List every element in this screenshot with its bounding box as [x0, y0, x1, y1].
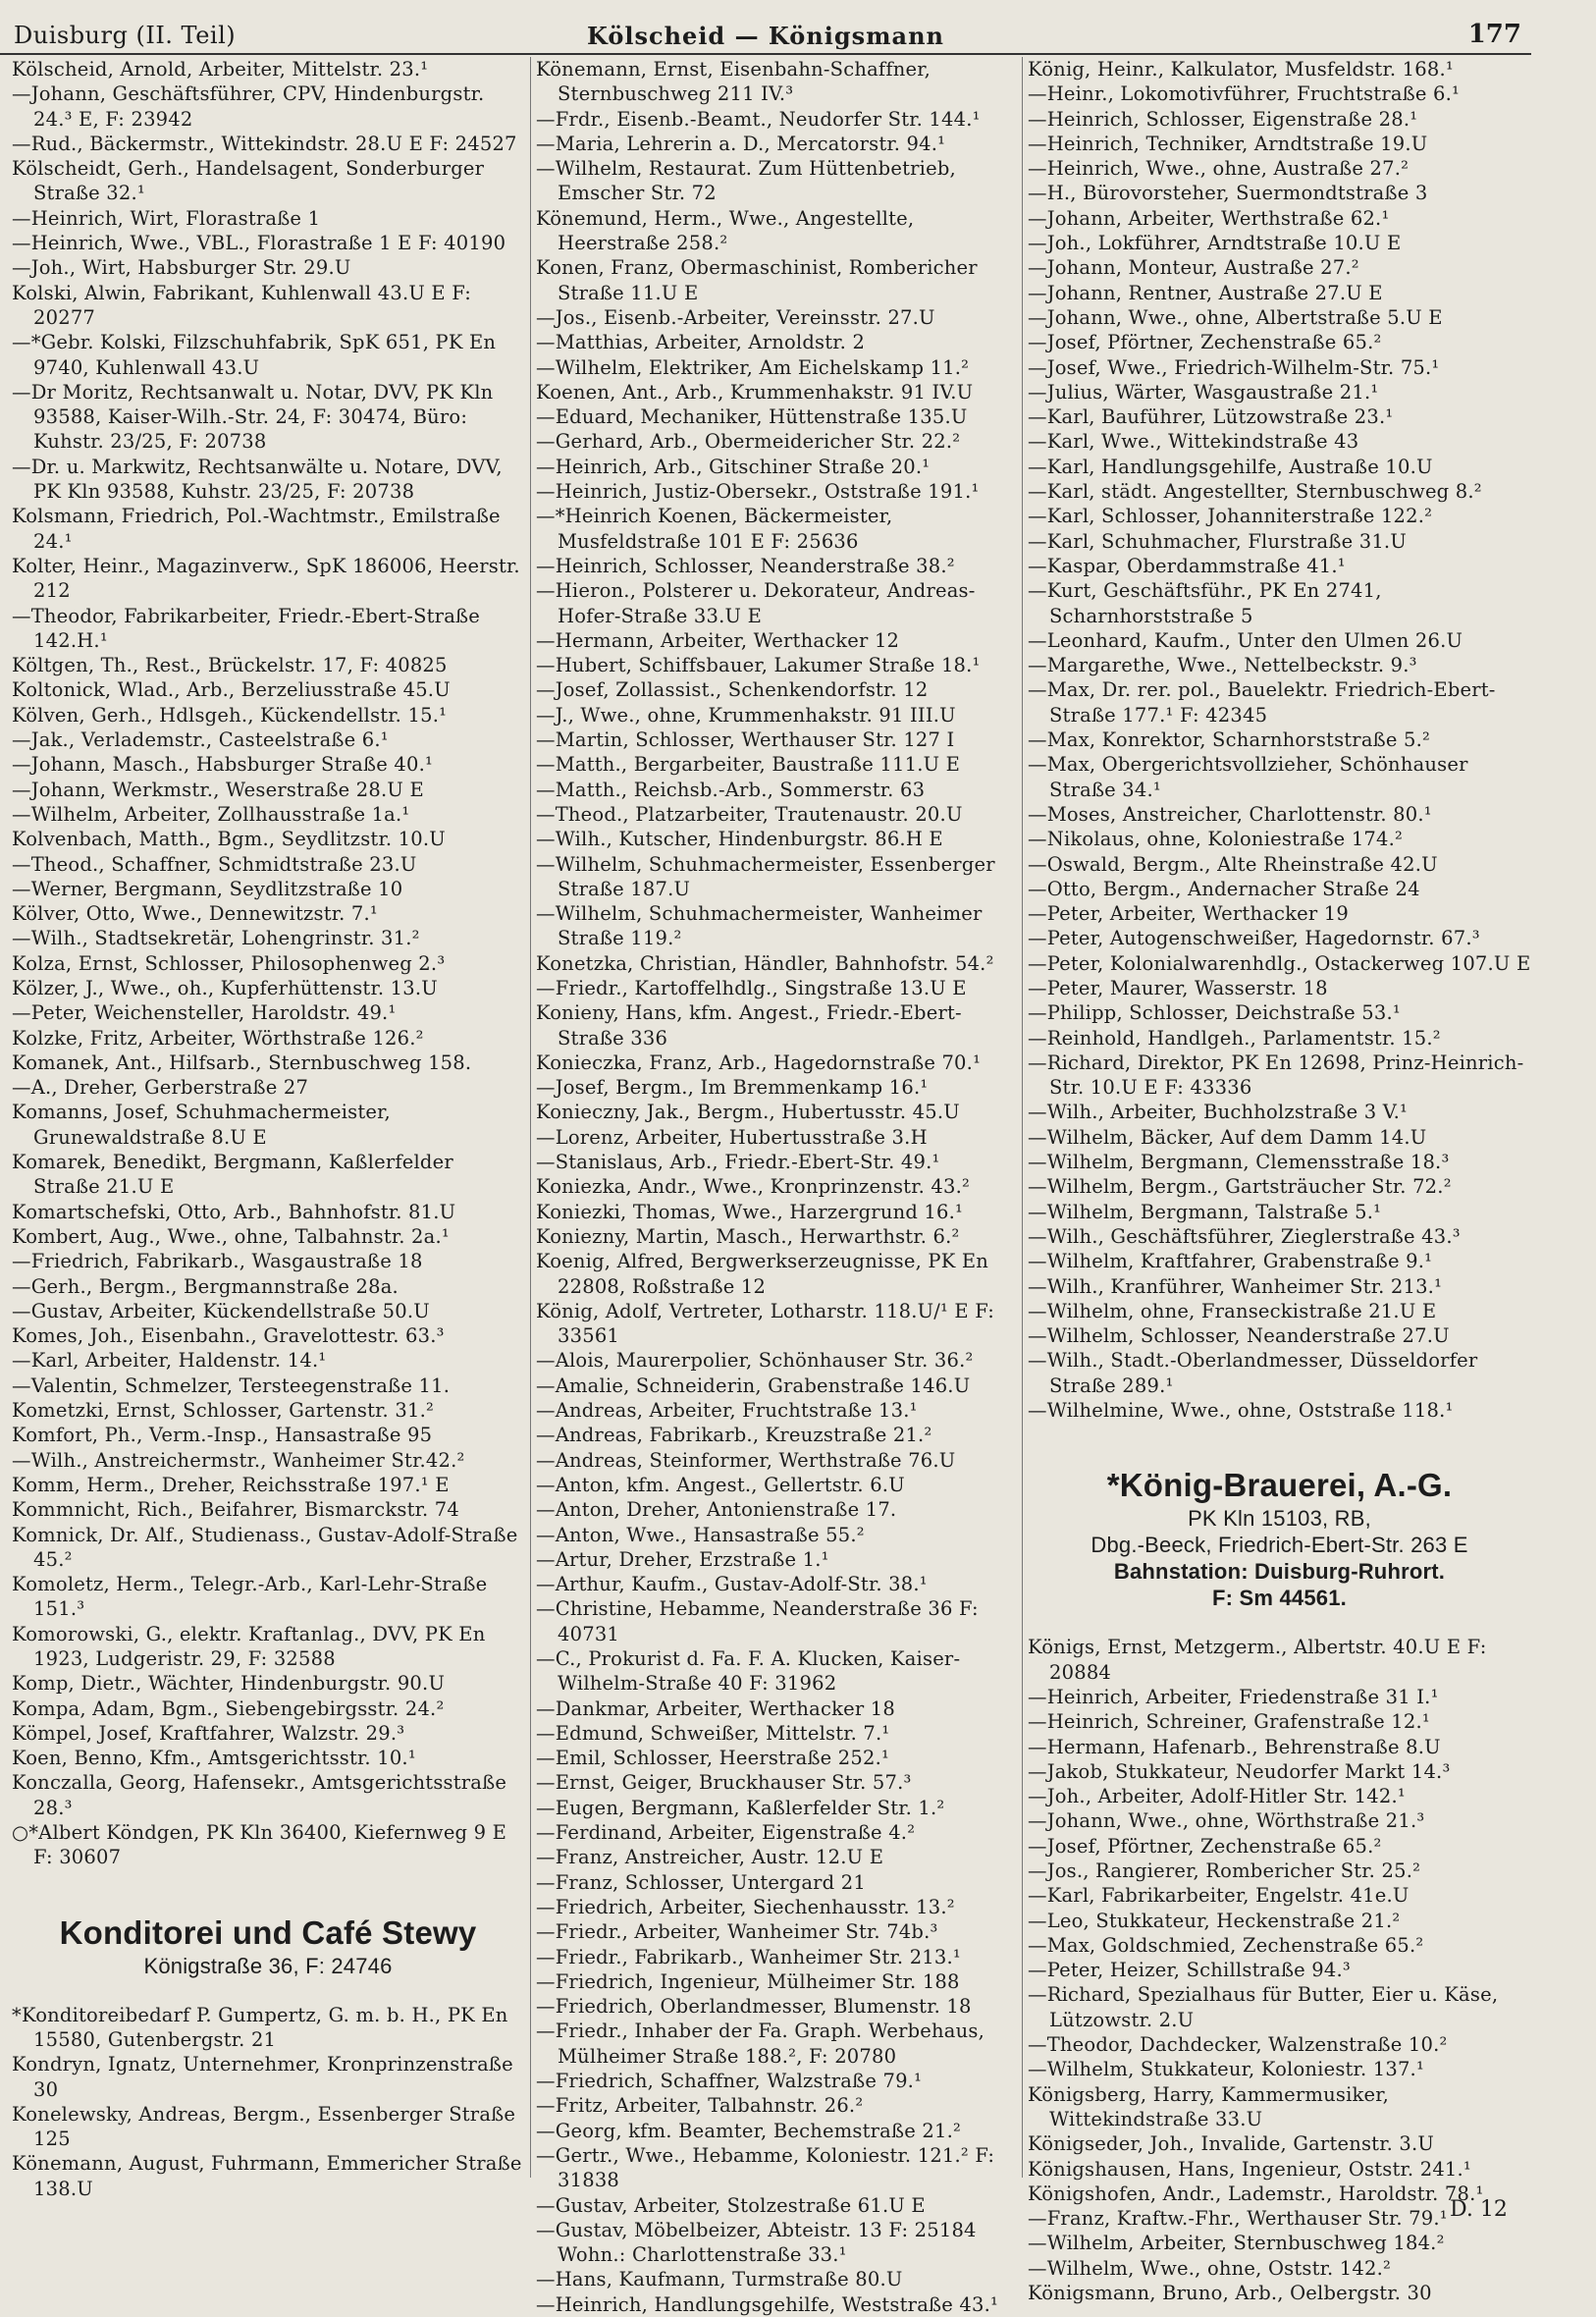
directory-entry: —Max, Dr. rer. pol., Bauelektr. Friedrich-Ebert-Straße 177.¹ F: 42345: [1028, 678, 1496, 727]
directory-entry: —Wilhelmine, Wwe., ohne, Oststraße 118.¹: [1028, 1399, 1454, 1423]
directory-entry: —Max, Goldschmied, Zechenstraße 65.²: [1028, 1933, 1424, 1957]
directory-entry: Konetzka, Christian, Händler, Bahnhofstr. 54.²: [536, 951, 994, 975]
directory-entry: Kombert, Aug., Wwe., ohne, Talbahnstr. 2a.¹: [12, 1224, 450, 1248]
directory-entry: —Kurt, Geschäftsführ., PK En 2741, Scharnhorststraße 5: [1028, 579, 1382, 627]
directory-entry: —Eduard, Mechaniker, Hüttenstraße 135.U: [536, 405, 968, 429]
directory-entry: —Heinrich, Techniker, Arndtstraße 19.U: [1028, 132, 1428, 155]
directory-entry: —Jak., Verlademstr., Casteelstraße 6.¹: [12, 728, 389, 752]
directory-entry: —Wilhelm, Arbeiter, Sternbuschweg 184.²: [1028, 2232, 1445, 2255]
directory-entry: —Andreas, Arbeiter, Fruchtstraße 13.¹: [536, 1399, 918, 1423]
ad-line-stewy: Königstraße 36, F: 24746: [143, 1953, 393, 1978]
directory-entry: Kompa, Adam, Bgm., Siebengebirgsstr. 24.²: [12, 1697, 445, 1720]
directory-entry: Komanek, Ant., Hilfsarb., Sternbuschweg 158.: [12, 1051, 472, 1074]
directory-entry: —Johann, Masch., Habsburger Straße 40.¹: [12, 753, 433, 777]
directory-entry: —*Heinrich Koenen, Bäckermeister, Musfeldstraße 101 E F: 25636: [536, 505, 893, 553]
directory-entry: —Philipp, Schlosser, Deichstraße 53.¹: [1028, 1001, 1401, 1025]
directory-entry: Komanns, Josef, Schuhmachermeister, Grunewaldstraße 8.U E: [12, 1101, 391, 1149]
directory-entry: Kölscheid, Arnold, Arbeiter, Mittelstr. 23.¹: [12, 58, 429, 81]
directory-entry: —Wilhelm, Schlosser, Neanderstraße 27.U: [1028, 1324, 1450, 1348]
directory-entry: —Hermann, Hafenarb., Behrenstraße 8.U: [1028, 1735, 1441, 1758]
directory-entry: —Johann, Wwe., ohne, Albertstraße 5.U E: [1028, 305, 1443, 329]
directory-entry: —Max, Obergerichtsvollzieher, Schönhauser Straße 34.¹: [1028, 753, 1468, 801]
directory-entry: —Johann, Rentner, Austraße 27.U E: [1028, 281, 1383, 304]
column-2: [536, 57, 1017, 2317]
directory-entry: —Wilhelm, Bergmann, Talstraße 5.¹: [1028, 1200, 1382, 1223]
directory-entry: —Friedrich, Ingenieur, Mülheimer Str. 188: [536, 1969, 960, 1993]
directory-entry: —Karl, Schuhmacher, Flurstraße 31.U: [1028, 529, 1407, 553]
directory-entry: Kolski, Alwin, Fabrikant, Kuhlenwall 43.U E F: 20277: [12, 281, 472, 329]
directory-entry: —Hieron., Polsterer u. Dekorateur, Andreas-Hofer-Straße 33.U E: [536, 579, 976, 627]
directory-entry: —Friedr., Kartoffelhdlg., Singstraße 13.U E: [536, 976, 967, 999]
directory-entry: —Valentin, Schmelzer, Tersteegenstraße 11.: [12, 1374, 451, 1397]
directory-entry: —Peter, Autogenschweißer, Hagedornstr. 67.³: [1028, 927, 1480, 950]
directory-entry: —Gerh., Bergm., Bergmannstraße 28a.: [12, 1274, 399, 1298]
directory-entry: —Wilhelm, Schuhmachermeister, Essenberger Straße 187.U: [536, 852, 995, 900]
directory-entry: Komfort, Ph., Verm.-Insp., Hansastraße 95: [12, 1424, 433, 1447]
directory-entry: —Friedrich, Arbeiter, Siechenhausstr. 13.²: [536, 1895, 955, 1918]
directory-entry: —Wilh., Kutscher, Hindenburgstr. 86.H E: [536, 828, 943, 851]
directory-entry: —Stanislaus, Arb., Friedr.-Ebert-Str. 49.¹: [536, 1151, 940, 1174]
directory-entry: —Frdr., Eisenb.-Beamt., Neudorfer Str. 144.¹: [536, 107, 981, 131]
directory-entry: —Franz, Schlosser, Untergard 21: [536, 1870, 866, 1894]
directory-entry: Koenig, Alfred, Bergwerkserzeugnisse, PK En 22808, Roßstraße 12: [536, 1250, 989, 1298]
directory-entry: —Wilhelm, Elektriker, Am Eichelskamp 11.²: [536, 355, 970, 379]
directory-entry: —Gustav, Arbeiter, Stolzestraße 61.U E: [536, 2193, 926, 2217]
directory-entry: —Edmund, Schweißer, Mittelstr. 7.¹: [536, 1721, 890, 1745]
column-1-tail-entries: [12, 2003, 524, 2201]
directory-entry: Komm, Herm., Dreher, Reichsstraße 197.¹ E: [12, 1473, 450, 1496]
directory-entry: König, Adolf, Vertreter, Lotharstr. 118.U/¹ E F: 33561: [536, 1299, 995, 1348]
directory-entry: —Heinrich, Handlungsgehilfe, Weststraße 43.¹: [536, 2292, 999, 2316]
directory-entry: —Karl, Schlosser, Johanniterstraße 122.²: [1028, 505, 1433, 528]
directory-entry: —Gerhard, Arb., Obermeidericher Str. 22.²: [536, 430, 961, 454]
directory-entry: —Dr. u. Markwitz, Rechtsanwälte u. Notare, DVV, PK Kln 93588, Kuhstr. 23/25, F: 20738: [12, 455, 503, 504]
directory-entry: —Wilhelm, Schuhmachermeister, Wanheimer Straße 119.²: [536, 902, 983, 950]
directory-entry: —Wilh., Arbeiter, Buchholzstraße 3 V.¹: [1028, 1101, 1409, 1124]
directory-entry: —Heinrich, Schlosser, Neanderstraße 38.²: [536, 554, 955, 577]
directory-entry: —Moses, Anstreicher, Charlottenstr. 80.¹: [1028, 802, 1432, 826]
directory-entry: —Matthias, Arbeiter, Arnoldstr. 2: [536, 331, 866, 354]
directory-entry: Konczalla, Georg, Hafensekr., Amtsgerichtsstraße 28.³: [12, 1771, 507, 1819]
directory-entry: —Karl, Bauführer, Lützowstraße 23.¹: [1028, 405, 1394, 429]
directory-entry: —Leonhard, Kaufm., Unter den Ulmen 26.U: [1028, 628, 1463, 652]
directory-entry: —Arthur, Kaufm., Gustav-Adolf-Str. 38.¹: [536, 1573, 928, 1596]
directory-entry: —Ferdinand, Arbeiter, Eigenstraße 4.²: [536, 1821, 916, 1845]
column-3: [1028, 57, 1531, 2305]
ad-line-3: Bahnstation: Duisburg-Ruhrort.: [1113, 1559, 1446, 1585]
directory-entry: Komartschefski, Otto, Arb., Bahnhofstr. 81.U: [12, 1200, 456, 1223]
column-2-entries: [536, 57, 1017, 2317]
directory-entry: Kolza, Ernst, Schlosser, Philosophenweg 2.³: [12, 951, 446, 975]
directory-entry: —Jakob, Stukkateur, Neudorfer Markt 14.³: [1028, 1759, 1451, 1783]
directory-entry: *Konditoreibedarf P. Gumpertz, G. m. b. H., PK En 15580, Gutenbergstr. 21: [12, 2003, 508, 2051]
footer-code: D. 12: [1450, 2197, 1508, 2222]
directory-entry: —Nikolaus, ohne, Koloniestraße 174.²: [1028, 828, 1404, 851]
column-divider: [530, 57, 531, 2178]
directory-entry: —Wilh., Kranführer, Wanheimer Str. 213.¹: [1028, 1274, 1443, 1298]
directory-entry: —Theod., Platzarbeiter, Trautenaustr. 20.U: [536, 802, 963, 826]
directory-entry: Kömpel, Josef, Kraftfahrer, Walzstr. 29.³: [12, 1721, 405, 1745]
directory-entry: —Peter, Arbeiter, Werthacker 19: [1028, 902, 1349, 926]
directory-entry: ○*Albert Köndgen, PK Kln 36400, Kiefernweg 9 E F: 30607: [12, 1821, 507, 1869]
ad-title-brauerei: *König-Brauerei, A.-G.: [1106, 1467, 1453, 1504]
directory-entry: Komp, Dietr., Wächter, Hindenburgstr. 90.U: [12, 1672, 446, 1696]
directory-entry: —A., Dreher, Gerberstraße 27: [12, 1076, 309, 1100]
directory-entry: —Franz, Kraftw.-Fhr., Werthauser Str. 79.¹: [1028, 2207, 1448, 2231]
directory-entry: —Johann, Werkmstr., Weserstraße 28.U E: [12, 778, 424, 801]
directory-entry: —Peter, Maurer, Wasserstr. 18: [1028, 976, 1328, 999]
directory-entry: —Wilh., Anstreichermstr., Wanheimer Str.42.²: [12, 1448, 465, 1472]
directory-entry: —Richard, Direktor, PK En 12698, Prinz-Heinrich-Str. 10.U E F: 43336: [1028, 1051, 1524, 1100]
directory-entry: —Matth., Reichsb.-Arb., Sommerstr. 63: [536, 778, 926, 801]
directory-entry: —Josef, Pförtner, Zechenstraße 65.²: [1028, 1834, 1382, 1858]
directory-entry: —Johann, Wwe., ohne, Wörthstraße 21.³: [1028, 1809, 1425, 1833]
directory-entry: —Oswald, Bergm., Alte Rheinstraße 42.U: [1028, 852, 1438, 876]
directory-entry: Komorowski, G., elektr. Kraftanlag., DVV, PK En 1923, Ludgeristr. 29, F: 32588: [12, 1622, 486, 1670]
directory-entry: —Friedrich, Oberlandmesser, Blumenstr. 18: [536, 1995, 972, 2019]
directory-entry: Königs, Ernst, Metzgerm., Albertstr. 40.U E F: 20884: [1028, 1636, 1487, 1684]
directory-entry: —Wilh., Stadt.-Oberlandmesser, Düsseldorfer Straße 289.¹: [1028, 1349, 1478, 1397]
directory-entry: —Reinhold, Handlgeh., Parlamentstr. 15.²: [1028, 1026, 1441, 1050]
directory-entry: Komnick, Dr. Alf., Studienass., Gustav-Adolf-Straße 45.²: [12, 1523, 518, 1571]
ad-title-stewy: Konditorei und Café Stewy: [59, 1913, 477, 1951]
directory-entry: Könemund, Herm., Wwe., Angestellte, Heerstraße 258.²: [536, 206, 915, 255]
directory-entry: —Peter, Heizer, Schillstraße 94.³: [1028, 1959, 1351, 1982]
directory-entry: —Andreas, Steinformer, Werthstraße 76.U: [536, 1448, 956, 1472]
directory-entry: —Martin, Schlosser, Werthauser Str. 127 I: [536, 728, 955, 752]
directory-entry: —Heinrich, Arb., Gitschiner Straße 20.¹: [536, 455, 931, 478]
directory-entry: —Maria, Lehrerin a. D., Mercatorstr. 94.¹: [536, 132, 946, 155]
directory-entry: —Heinrich, Wirt, Florastraße 1: [12, 206, 321, 230]
directory-entry: —Wilhelm, Arbeiter, Zollhausstraße 1a.¹: [12, 802, 410, 826]
directory-entry: —Wilhelm, Bäcker, Auf dem Damm 14.U: [1028, 1125, 1427, 1149]
directory-entry: —Heinrich, Schlosser, Eigenstraße 28.¹: [1028, 107, 1418, 131]
directory-entry: —Josef, Bergm., Im Bremmenkamp 16.¹: [536, 1076, 929, 1100]
directory-entry: —Theod., Schaffner, Schmidtstraße 23.U: [12, 852, 417, 876]
directory-entry: —*Gebr. Kolski, Filzschuhfabrik, SpK 651, PK En 9740, Kuhlenwall 43.U: [12, 331, 497, 379]
directory-entry: Kometzki, Ernst, Schlosser, Gartenstr. 31.²: [12, 1399, 434, 1423]
directory-entry: —H., Bürovorsteher, Suermondtstraße 3: [1028, 182, 1428, 205]
directory-entry: —Leo, Stukkateur, Heckenstraße 21.²: [1028, 1909, 1401, 1932]
directory-entry: —Wilh., Geschäftsführer, Zieglerstraße 43.³: [1028, 1224, 1461, 1248]
directory-entry: —Joh., Arbeiter, Adolf-Hitler Str. 142.¹: [1028, 1785, 1406, 1808]
directory-entry: —Karl, Wwe., Wittekindstraße 43: [1028, 430, 1359, 454]
directory-entry: —Artur, Dreher, Erzstraße 1.¹: [536, 1547, 829, 1571]
directory-entry: —Julius, Wärter, Wasgaustraße 21.¹: [1028, 380, 1379, 404]
directory-entry: —Fritz, Arbeiter, Talbahnstr. 26.²: [536, 2094, 864, 2118]
ad-line-2: Dbg.-Beeck, Friedrich-Ebert-Str. 263 E: [1091, 1533, 1468, 1558]
directory-entry: Konieczny, Jak., Bergm., Hubertusstr. 45.U: [536, 1101, 960, 1124]
directory-entry: Koenen, Ant., Arb., Krummenhakstr. 91 IV.U: [536, 380, 974, 404]
directory-entry: —Friedrich, Schaffner, Walzstraße 79.¹: [536, 2070, 923, 2093]
directory-entry: —Hubert, Schiffsbauer, Lakumer Straße 18.¹: [536, 654, 981, 677]
directory-entry: —Wilhelm, Kraftfahrer, Grabenstraße 9.¹: [1028, 1250, 1433, 1273]
directory-entry: Koltonick, Wlad., Arb., Berzeliusstraße 45.U: [12, 678, 451, 702]
directory-entry: Koniezny, Martin, Masch., Herwarthstr. 6.²: [536, 1224, 960, 1248]
directory-entry: —Dr Moritz, Rechtsanwalt u. Notar, DVV, PK Kln 93588, Kaiser-Wilh.-Str. 24, F: 30474, Büro: Kuhstr. 23/25, F: 20738: [12, 380, 494, 454]
directory-entry: —Theodor, Dachdecker, Walzenstraße 10.²: [1028, 2033, 1448, 2057]
directory-entry: —Jos., Eisenb.-Arbeiter, Vereinsstr. 27.U: [536, 305, 935, 329]
directory-entry: —Andreas, Fabrikarb., Kreuzstraße 21.²: [536, 1424, 932, 1447]
directory-entry: —Josef, Zollassist., Schenkendorfstr. 12: [536, 678, 929, 702]
ad-line-1: PK Kln 15103, RB,: [1188, 1506, 1371, 1532]
directory-entry: —Friedr., Fabrikarb., Wanheimer Str. 213.¹: [536, 1945, 961, 1968]
directory-entry: —Wilhelm, Stukkateur, Koloniestr. 137.¹: [1028, 2058, 1424, 2081]
directory-entry: Königsberg, Harry, Kammermusiker, Wittekindstraße 33.U: [1028, 2082, 1390, 2130]
directory-entry: —Josef, Pförtner, Zechenstraße 65.²: [1028, 331, 1382, 354]
directory-entry: —Wilhelm, Restaurat. Zum Hüttenbetrieb, Emscher Str. 72: [536, 157, 956, 205]
page-header: [0, 18, 1531, 55]
directory-entry: —Heinrich, Wwe., ohne, Austraße 27.²: [1028, 157, 1410, 181]
directory-entry: Königsmann, Bruno, Arb., Oelbergstr. 30: [1028, 2282, 1432, 2305]
directory-entry: —Eugen, Bergmann, Kaßlerfelder Str. 1.²: [536, 1796, 945, 1819]
directory-entry: Kolter, Heinr., Magazinverw., SpK 186006, Heerstr. 212: [12, 554, 520, 603]
directory-entry: Konieczka, Franz, Arb., Hagedornstraße 70.¹: [536, 1051, 982, 1074]
directory-entry: —Josef, Wwe., Friedrich-Wilhelm-Str. 75.¹: [1028, 355, 1440, 379]
directory-entry: —Wilhelm, ohne, Franseckistraße 21.U E: [1028, 1299, 1437, 1322]
directory-entry: Komes, Joh., Eisenbahn., Gravelottestr. 63.³: [12, 1324, 445, 1348]
directory-entry: —Christine, Hebamme, Neanderstraße 36 F: 40731: [536, 1597, 979, 1645]
directory-entry: —Emil, Schlosser, Heerstraße 252.¹: [536, 1747, 890, 1770]
directory-entry: —Peter, Weichensteller, Haroldstr. 49.¹: [12, 1001, 397, 1025]
directory-entry: Könemann, August, Fuhrmann, Emmericher Straße 138.U: [12, 2152, 522, 2200]
page-number: 177: [1467, 20, 1521, 49]
directory-entry: —Heinrich, Wwe., VBL., Florastraße 1 E F: 40190: [12, 232, 506, 255]
directory-entry: —Wilh., Stadtsekretär, Lohengrinstr. 31.²: [12, 927, 420, 950]
directory-entry: —Gustav, Arbeiter, Kückendellstraße 50.U: [12, 1299, 430, 1322]
directory-entry: —Heinrich, Schreiner, Grafenstraße 12.¹: [1028, 1710, 1430, 1734]
directory-entry: —Friedr., Arbeiter, Wanheimer Str. 74b.³: [536, 1920, 938, 1944]
column-1-entries: [12, 57, 524, 1870]
directory-entry: —Heinrich, Arbeiter, Friedenstraße 31 I.¹: [1028, 1685, 1439, 1708]
directory-entry: —Heinr., Lokomotivführer, Fruchtstraße 6.¹: [1028, 82, 1461, 106]
directory-entry: —Johann, Geschäftsführer, CPV, Hindenburgstr. 24.³ E, F: 23942: [12, 82, 485, 131]
directory-entry: Kolzke, Fritz, Arbeiter, Wörthstraße 126.²: [12, 1026, 424, 1050]
directory-entry: Költgen, Th., Rest., Brückelstr. 17, F: 40825: [12, 654, 448, 677]
directory-entry: Kolvenbach, Matth., Bgm., Seydlitzstr. 10.U: [12, 828, 446, 851]
ad-line-4: F: Sm 44561.: [1212, 1586, 1347, 1611]
directory-entry: —Wilhelm, Wwe., ohne, Oststr. 142.²: [1028, 2256, 1392, 2280]
column-3-entries: [1028, 57, 1531, 1423]
directory-entry: Konieny, Hans, kfm. Angest., Friedr.-Ebert-Straße 336: [536, 1001, 962, 1050]
directory-entry: —Lorenz, Arbeiter, Hubertusstraße 3.H: [536, 1125, 928, 1149]
directory-entry: Kölzer, J., Wwe., oh., Kupferhüttenstr. 13.U: [12, 976, 438, 999]
directory-entry: Kölscheidt, Gerh., Handelsagent, Sonderburger Straße 32.¹: [12, 157, 485, 205]
directory-entry: —Johann, Arbeiter, Werthstraße 62.¹: [1028, 206, 1390, 230]
directory-entry: —Georg, kfm. Beamter, Bechemstraße 21.²: [536, 2119, 961, 2142]
directory-entry: —Kaspar, Oberdammstraße 41.¹: [1028, 554, 1346, 577]
column-1: [12, 57, 524, 2201]
directory-entry: Kolsmann, Friedrich, Pol.-Wachtmstr., Emilstraße 24.¹: [12, 505, 501, 553]
header-range: Kölscheid — Königsmann: [587, 22, 944, 50]
directory-entry: —Anton, Wwe., Hansastraße 55.²: [536, 1523, 865, 1546]
directory-entry: Komarek, Benedikt, Bergmann, Kaßlerfelder Straße 21.U E: [12, 1151, 453, 1199]
directory-entry: —Wilhelm, Bergm., Gartsträucher Str. 72.²: [1028, 1175, 1452, 1199]
directory-entry: —Jos., Rangierer, Rombericher Str. 25.²: [1028, 1859, 1421, 1882]
directory-entry: König, Heinr., Kalkulator, Musfeldstr. 168.¹: [1028, 58, 1454, 81]
directory-entry: —Anton, Dreher, Antonienstraße 17.: [536, 1498, 897, 1522]
directory-entry: Konelewsky, Andreas, Bergm., Essenberger Straße 125: [12, 2102, 516, 2151]
directory-entry: Kölver, Otto, Wwe., Dennewitzstr. 7.¹: [12, 902, 378, 926]
directory-entry: —Friedr., Inhaber der Fa. Graph. Werbehaus, Mülheimer Straße 188.², F: 20780: [536, 2020, 984, 2068]
directory-entry: —Franz, Anstreicher, Austr. 12.U E: [536, 1846, 884, 1869]
directory-entry: —Margarethe, Wwe., Nettelbeckstr. 9.³: [1028, 654, 1417, 677]
directory-entry: —Gustav, Möbelbeizer, Abteistr. 13 F: 25184 Wohn.: Charlottenstraße 33.¹: [536, 2218, 977, 2267]
column-divider: [1022, 57, 1023, 2178]
directory-entry: Königshofen, Andr., Lademstr., Haroldstr. 78.¹: [1028, 2182, 1484, 2205]
directory-entry: Kölven, Gerh., Hdlsgeh., Kückendellstr. 15.¹: [12, 703, 448, 727]
directory-entry: —Karl, Handlungsgehilfe, Austraße 10.U: [1028, 455, 1433, 478]
directory-entry: —Karl, städt. Angestellter, Sternbuschweg 8.²: [1028, 480, 1482, 504]
directory-entry: —Richard, Spezialhaus für Butter, Eier u. Käse, Lützowstr. 2.U: [1028, 1983, 1499, 2031]
directory-entry: Königseder, Joh., Invalide, Gartenstr. 3.U: [1028, 2132, 1435, 2156]
directory-entry: —Karl, Arbeiter, Haldenstr. 14.¹: [12, 1349, 327, 1373]
directory-entry: —Karl, Fabrikarbeiter, Engelstr. 41e.U: [1028, 1884, 1410, 1908]
directory-entry: Komoletz, Herm., Telegr.-Arb., Karl-Lehr-Straße 151.³: [12, 1573, 488, 1621]
directory-entry: —Wilhelm, Bergmann, Clemensstraße 18.³: [1028, 1151, 1450, 1174]
directory-entry: —Werner, Bergmann, Seydlitzstraße 10: [12, 877, 403, 900]
directory-entry: —Dankmar, Arbeiter, Werthacker 18: [536, 1697, 895, 1720]
directory-entry: —Otto, Bergm., Andernacher Straße 24: [1028, 877, 1420, 900]
directory-entry: —Anton, kfm. Angest., Gellertstr. 6.U: [536, 1473, 905, 1496]
directory-entry: —Heinrich, Justiz-Obersekr., Oststraße 191.¹: [536, 480, 980, 504]
directory-entry: —Joh., Lokführer, Arndtstraße 10.U E: [1028, 232, 1402, 255]
directory-entry: Koen, Benno, Kfm., Amtsgerichtsstr. 10.¹: [12, 1747, 416, 1770]
directory-entry: Königshausen, Hans, Ingenieur, Oststr. 241.¹: [1028, 2157, 1471, 2181]
header-city: Duisburg (II. Teil): [14, 22, 237, 49]
directory-entry: Koniezka, Andr., Wwe., Kronprinzenstr. 43.²: [536, 1175, 971, 1199]
directory-entry: —Hans, Kaufmann, Turmstraße 80.U: [536, 2268, 903, 2291]
directory-entry: Kondryn, Ignatz, Unternehmer, Kronprinzenstraße 30: [12, 2053, 513, 2101]
directory-entry: —Max, Konrektor, Scharnhorststraße 5.²: [1028, 728, 1431, 752]
directory-entry: —C., Prokurist d. Fa. F. A. Klucken, Kaiser-Wilhelm-Straße 40 F: 31962: [536, 1647, 961, 1696]
directory-entry: —Johann, Monteur, Austraße 27.²: [1028, 256, 1359, 280]
directory-entry: Könemann, Ernst, Eisenbahn-Schaffner, Sternbuschweg 211 IV.³: [536, 58, 931, 106]
directory-entry: Koniezki, Thomas, Wwe., Harzergrund 16.¹: [536, 1200, 964, 1223]
directory-entry: —Hermann, Arbeiter, Werthacker 12: [536, 628, 900, 652]
directory-entry: —Peter, Kolonialwarenhdlg., Ostackerweg 107.U E: [1028, 951, 1531, 975]
directory-entry: —Rud., Bäckermstr., Wittekindstr. 28.U E F: 24527: [12, 132, 517, 155]
directory-entry: —Alois, Maurerpolier, Schönhauser Str. 36.²: [536, 1349, 974, 1373]
directory-entry: —Amalie, Schneiderin, Grabenstraße 146.U: [536, 1374, 971, 1397]
directory-entry: —Ernst, Geiger, Bruckhauser Str. 57.³: [536, 1771, 912, 1795]
directory-entry: Konen, Franz, Obermaschinist, Rombericher Straße 11.U E: [536, 256, 978, 304]
directory-entry: —Theodor, Fabrikarbeiter, Friedr.-Ebert-Straße 142.H.¹: [12, 604, 480, 652]
directory-entry: —Matth., Bergarbeiter, Baustraße 111.U E: [536, 753, 961, 777]
directory-entry: —Joh., Wirt, Habsburger Str. 29.U: [12, 256, 351, 280]
directory-entry: Kommnicht, Rich., Beifahrer, Bismarckstr. 74: [12, 1498, 459, 1522]
directory-entry: —J., Wwe., ohne, Krummenhakstr. 91 III.U: [536, 703, 956, 727]
directory-entry: —Gertr., Wwe., Hebamme, Koloniestr. 121.² F: 31838: [536, 2143, 995, 2192]
directory-entry: —Friedrich, Fabrikarb., Wasgaustraße 18: [12, 1250, 423, 1273]
